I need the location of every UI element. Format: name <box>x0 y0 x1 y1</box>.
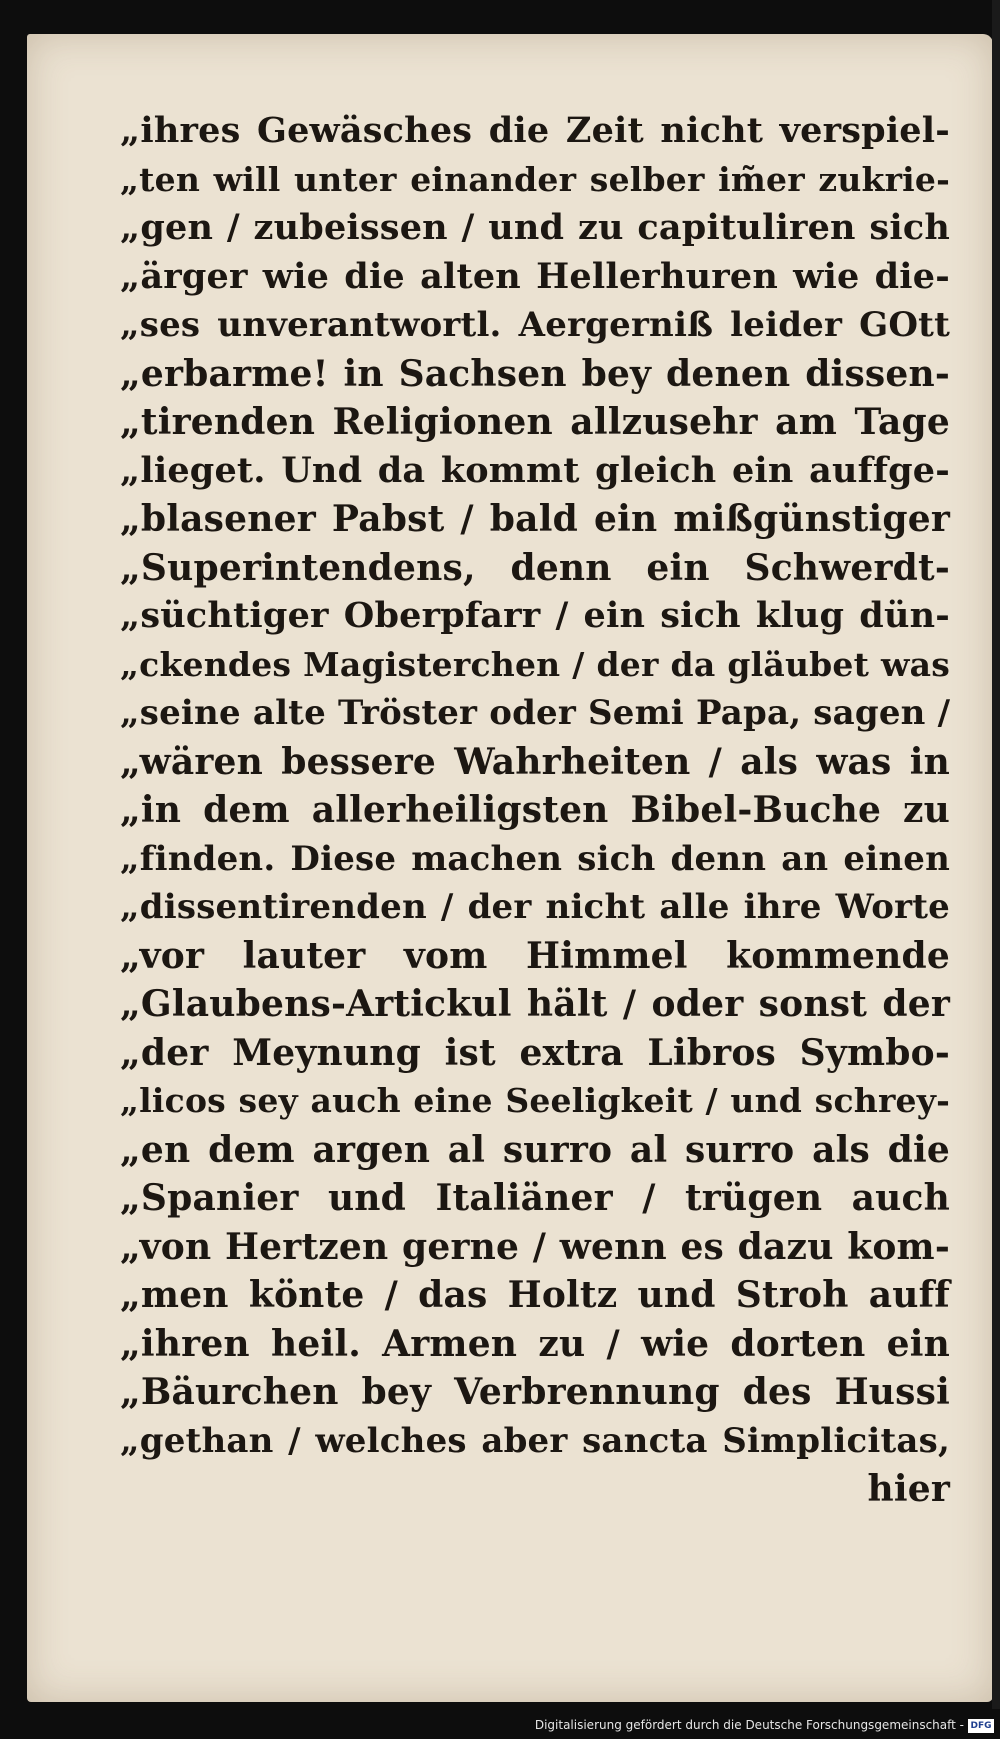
text-line: „tirenden Religionen allzusehr am Tage <box>120 401 950 443</box>
text-line: „süchtiger Oberpfarr / ein sich klug dün- <box>120 595 950 636</box>
text-line: „der Meynung ist extra Libros Symbo- <box>120 1031 950 1074</box>
footer-credit: Digitalisierung gefördert durch die Deutsche Forschungsgemeinschaft - <box>534 1718 964 1732</box>
text-line: „blasener Pabst / bald ein mißgünstiger <box>120 498 950 540</box>
text-line: „Spanier und Italiäner / trügen auch <box>120 1177 950 1219</box>
text-line: „ihren heil. Armen zu / wie dorten ein <box>120 1322 950 1365</box>
dfg-logo-icon: DFG <box>968 1719 994 1733</box>
text-line: „ärger wie die alten Hellerhuren wie die- <box>120 255 950 297</box>
text-line: „lieget. Und da kommt gleich ein auffge- <box>120 449 950 491</box>
text-line: „finden. Diese machen sich denn an einen <box>120 838 950 879</box>
book-page <box>27 34 993 1702</box>
text-line: „vor lauter vom Himmel kommende <box>120 934 950 977</box>
text-line: „in dem allerheiligsten Bibel-Buche zu <box>120 789 950 831</box>
text-line: „en dem argen al surro al surro als die <box>120 1128 950 1171</box>
text-line: „gen / zubeissen / und zu capituliren sich <box>120 207 950 248</box>
footer-bar <box>0 1709 1000 1739</box>
page-text <box>120 107 950 1514</box>
catchword: hier <box>867 1468 950 1510</box>
text-line: „erbarme! in Sachsen bey denen dissen- <box>120 352 950 395</box>
text-line: „ihres Gewäsches die Zeit nicht verspiel- <box>120 110 950 151</box>
text-line: „men könte / das Holtz und Stroh auff <box>120 1274 950 1316</box>
text-line: „von Hertzen gerne / wenn es dazu kom- <box>120 1225 950 1268</box>
text-line: „seine alte Tröster oder Semi Papa, sagen / <box>120 693 951 733</box>
text-line: „dissentirenden / der nicht alle ihre Worte <box>120 887 950 927</box>
text-line: „Glaubens-Artickul hält / oder sonst der <box>120 983 950 1025</box>
text-line: „ten will unter einander selber im̃er zukrie- <box>120 159 950 199</box>
scan-edge <box>992 0 1000 1739</box>
text-line: „Bäurchen bey Verbrennung des Hussi <box>120 1371 950 1413</box>
text-line: „ses unverantwortl. Aergerniß leider GOtt <box>120 305 950 345</box>
text-line: „wären bessere Wahrheiten / als was in <box>120 740 950 783</box>
text-line: „ckendes Magisterchen / der da gläubet was <box>120 644 950 684</box>
text-line: „gethan / welches aber sancta Simplicitas, <box>120 1420 950 1461</box>
text-line: „Superintendens, denn ein Schwerdt- <box>120 546 950 589</box>
text-line: „licos sey auch eine Seeligkeit / und schrey- <box>120 1081 950 1120</box>
